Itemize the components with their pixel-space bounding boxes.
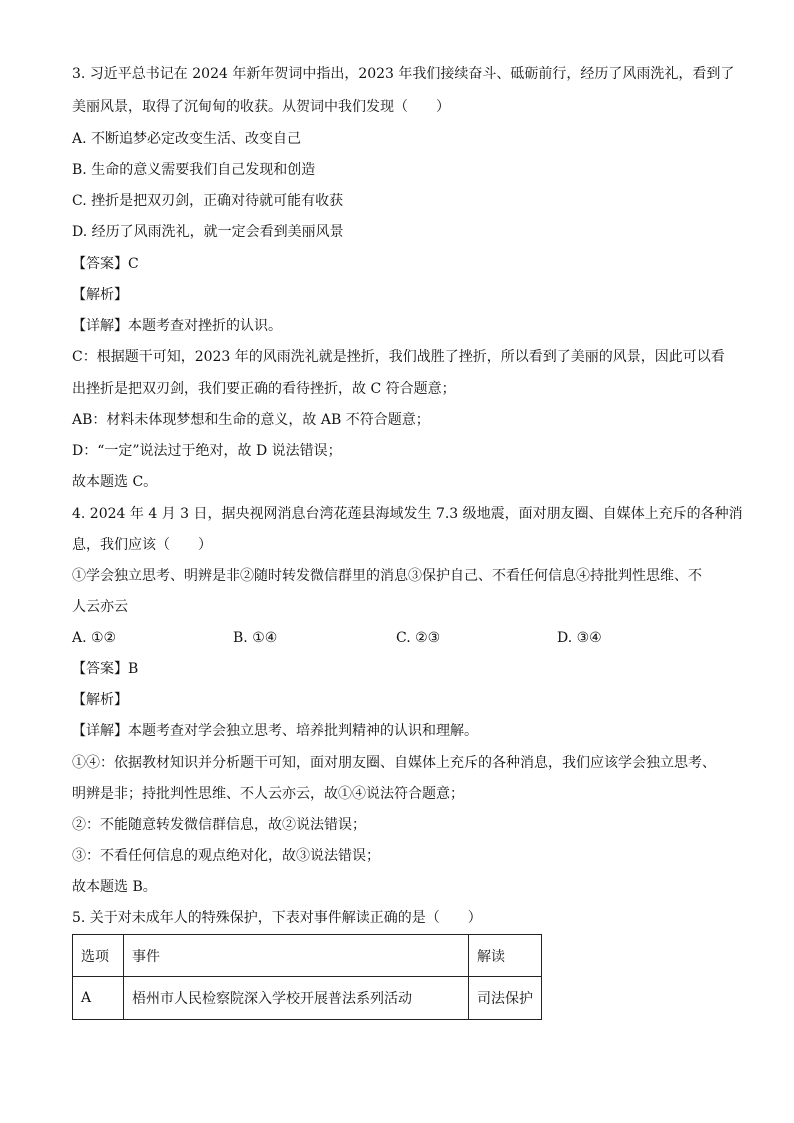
- table-header-option: 选项: [73, 935, 124, 977]
- q3-option-d: D. 经历了风雨洗礼，就一定会看到美丽风景: [72, 224, 344, 240]
- q3-analysis-label: 【解析】: [72, 287, 128, 303]
- q3-option-a: A. 不断追梦必定改变生活、改变自己: [72, 131, 302, 147]
- q3-explanation-c-line2: 出挫折是把双刃剑，我们要正确的看待挫折，故 C 符合题意；: [72, 381, 456, 397]
- q3-conclusion: 故本题选 C。: [72, 474, 158, 490]
- q3-explanation-ab: AB：材料未体现梦想和生命的意义，故 AB 不符合题意；: [72, 412, 430, 428]
- q4-stem-line2: 息，我们应该（ ）: [72, 537, 212, 553]
- q4-conclusion: 故本题选 B。: [72, 879, 157, 895]
- q3-explanation-d: D：“一定”说法过于绝对，故 D 说法错误；: [72, 443, 342, 459]
- q4-answer: 【答案】B: [72, 661, 139, 677]
- q3-option-b: B. 生命的意义需要我们自己发现和创造: [72, 162, 316, 178]
- q4-explanation-14-line1: ①④：依据教材知识并分析题干可知，面对朋友圈、自媒体上充斥的各种消息，我们应该学会独立思考、: [72, 755, 716, 771]
- table-header-interpretation: 解读: [469, 935, 542, 977]
- table-header-event: 事件: [124, 935, 469, 977]
- q4-option-d: D. ③④: [557, 630, 602, 646]
- q5-table: [72, 934, 542, 1020]
- table-cell-interpretation: 司法保护: [469, 977, 542, 1020]
- q3-option-c: C. 挫折是把双刃剑，正确对待就可能有收获: [72, 193, 344, 209]
- q5-stem: 5. 关于对未成年人的特殊保护，下表对事件解读正确的是（ ）: [72, 910, 482, 926]
- q4-items-line2: 人云亦云: [72, 599, 128, 615]
- q4-option-c: C. ②③: [396, 630, 441, 646]
- q4-analysis-label: 【解析】: [72, 692, 128, 708]
- q4-items-line1: ①学会独立思考、明辨是非②随时转发微信群里的消息③保护自己、不看任何信息④持批判性思维、不: [72, 568, 702, 584]
- q4-option-a: A. ①②: [72, 630, 117, 646]
- q4-explanation-14-line2: 明辨是非；持批判性思维、不人云亦云，故①④说法符合题意；: [72, 786, 464, 802]
- q3-detail: 【详解】本题考查对挫折的认识。: [72, 318, 282, 334]
- q3-answer: 【答案】C: [72, 256, 139, 272]
- q3-stem-line2: 美丽风景，取得了沉甸甸的收获。从贺词中我们发现（ ）: [72, 99, 450, 115]
- q4-detail: 【详解】本题考查对学会独立思考、培养批判精神的认识和理解。: [72, 723, 478, 739]
- table-cell-option: A: [73, 977, 124, 1020]
- q4-option-b: B. ①④: [233, 630, 278, 646]
- q3-explanation-c-line1: C：根据题干可知，2023 年的风雨洗礼就是挫折，我们战胜了挫折，所以看到了美丽的风景，因此可以看: [72, 349, 725, 365]
- q4-explanation-2: ②：不能随意转发微信群信息，故②说法错误；: [72, 817, 366, 833]
- table-cell-event: 梧州市人民检察院深入学校开展普法系列活动: [124, 977, 469, 1020]
- table-row: [73, 977, 542, 1020]
- q4-stem-line1: 4. 2024 年 4 月 3 日，据央视网消息台湾花莲县海域发生 7.3 级地震，面对朋友圈、自媒体上充斥的各种消: [72, 506, 743, 522]
- table-header-row: [73, 935, 542, 977]
- q3-stem-line1: 3. 习近平总书记在 2024 年新年贺词中指出，2023 年我们接续奋斗、砥砺前行，经历了风雨洗礼，看到了: [72, 66, 735, 82]
- q4-explanation-3: ③：不看任何信息的观点绝对化，故③说法错误；: [72, 848, 380, 864]
